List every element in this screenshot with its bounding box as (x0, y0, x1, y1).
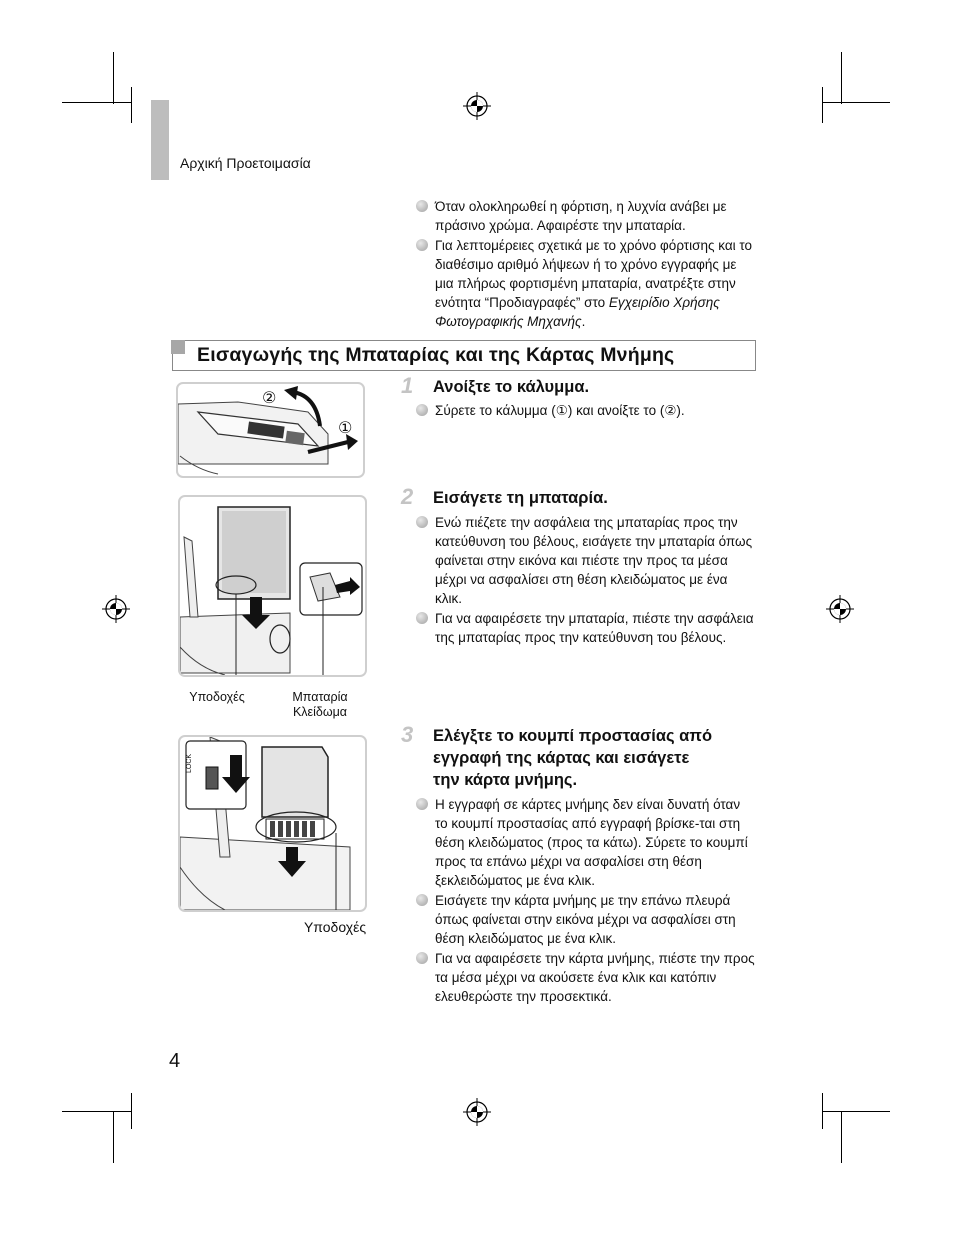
step-title: Εισάγετε τη μπαταρία. (433, 489, 608, 507)
registration-mark-bottom (463, 1098, 491, 1126)
bullet-icon (416, 239, 428, 251)
intro-bullet-list (416, 197, 756, 332)
step-3-bullets (416, 795, 756, 1007)
bullet-icon (416, 798, 428, 810)
section-label: Αρχική Προετοιμασία (180, 155, 311, 171)
list-item: Για να αφαιρέσετε την κάρτα μνήμης, πιέστε την προς τα μέσα μέχρι να ακούσετε ένα κλικ και κατόπιν ελευθερώστε την προσεκτικά. (416, 949, 756, 1006)
bullet-icon (416, 894, 428, 906)
figure-label-slots: Υποδοχές (189, 690, 245, 704)
callout-1: ① (338, 420, 353, 437)
bullet-icon (416, 200, 428, 212)
step-2-bullets (416, 513, 756, 648)
step-number: 1 (401, 373, 414, 398)
figure-label-battery-lock: Μπαταρία Κλείδωμα (292, 690, 348, 719)
step-1-bullets (416, 401, 756, 421)
list-item: Για να αφαιρέσετε την μπαταρία, πιέστε την ασφάλεια της μπαταρίας προς την κατεύθυνση του βέλους. (416, 609, 756, 647)
list-item: Η εγγραφή σε κάρτες μνήμης δεν είναι δυνατή όταν το κουμπί προστασίας από εγγραφή βρίσκε-ται στη θέση κλειδώματος (προς τα κάτω). Σύρετε το κουμπί προς τα επάνω μέχρι να ασφαλίσει στη θέση ξεκλειδώματος με ένα κλικ. (416, 795, 756, 890)
bullet-icon (416, 516, 428, 528)
section-title: Εισαγωγής της Μπαταρίας και της Κάρτας Μνήμης (197, 344, 675, 366)
list-item: Για λεπτομέρειες σχετικά με το χρόνο φόρτισης και το διαθέσιμο αριθμό λήψεων ή το χρόνο εγγραφής με μια πλήρως φορτισμένη μπαταρία, ανατρέξτε στην ενότητα “Προδιαγραφές” στο Εγχειρίδιο Χρήσης Φωτογραφικής Μηχανής. (416, 236, 756, 331)
step-number: 3 (401, 722, 414, 747)
list-item: Ενώ πιέζετε την ασφάλεια της μπαταρίας προς την κατεύθυνση του βέλους, εισάγετε την μπαταρία όπως φαίνεται στην εικόνα και πιέστε την προς τα μέσα μέχρι να ασφαλίσει στη θέση κλειδώματος με ένα κλικ. (416, 513, 756, 608)
registration-mark-right (826, 595, 854, 623)
list-item: Σύρετε το κάλυμμα (①) και ανοίξτε το (②). (416, 401, 756, 420)
figure-insert-battery (178, 495, 367, 677)
callout-2: ② (262, 390, 277, 407)
list-item: Όταν ολοκληρωθεί η φόρτιση, η λυχνία ανάβει με πράσινο χρώμα. Αφαιρέστε την μπαταρία. (416, 197, 756, 235)
step-title: Ανοίξτε το κάλυμμα. (433, 378, 590, 396)
page-number: 4 (169, 1050, 181, 1072)
list-item: Εισάγετε την κάρτα μνήμης με την επάνω πλευρά όπως φαίνεται στην εικόνα μέχρι να ασφαλίσει στη θέση κλειδώματος με ένα κλικ. (416, 891, 756, 948)
bullet-icon (416, 404, 428, 416)
heading-marker (171, 340, 185, 354)
bullet-icon (416, 952, 428, 964)
step-number: 2 (401, 484, 414, 509)
bullet-icon (416, 612, 428, 624)
figure-open-cover (176, 382, 365, 478)
registration-mark-top (463, 92, 491, 120)
registration-mark-left (102, 595, 130, 623)
figure-insert-card (178, 735, 367, 912)
figure-label-card-slot: Υποδοχές (303, 919, 367, 935)
lock-label: LOCK (186, 753, 193, 773)
chapter-tab (151, 100, 169, 180)
step-title: Ελέγξτε το κουμπί προστασίας από εγγραφή της κάρτας και εισάγετε την κάρτα μνήμης. (433, 727, 713, 789)
